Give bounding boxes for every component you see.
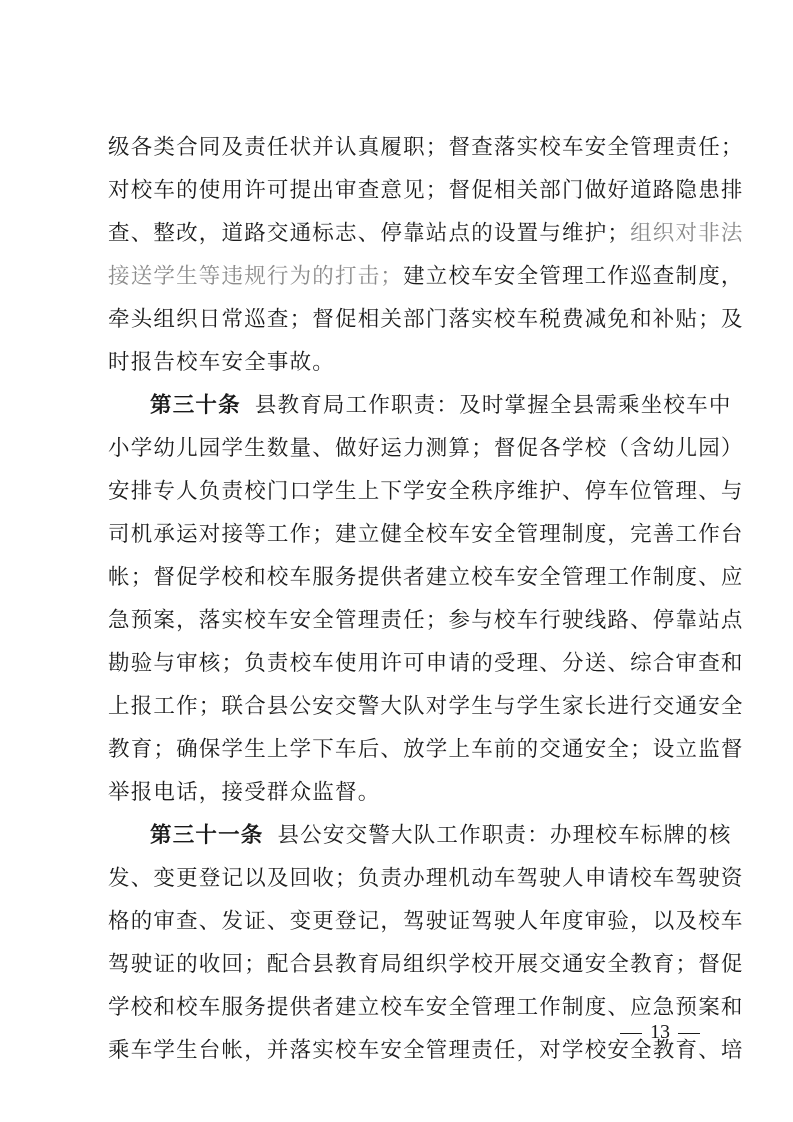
text-line: 小学幼儿园学生数量、做好运力测算；督促各学校（含幼儿园） (108, 436, 744, 461)
text-line: 教育；确保学生上学下车后、放学上车前的交通安全；设立监督 (108, 737, 744, 762)
text-line: 举报电话，接受群众监督。 (108, 780, 381, 805)
article-heading-line (150, 392, 732, 420)
text-line: 驾驶证的收回；配合县教育局组织学校开展交通安全教育；督促 (108, 952, 744, 977)
text-line: 上报工作；联合县公安交警大队对学生与学生家长进行交通安全 (108, 694, 744, 719)
article-heading-line (150, 822, 732, 850)
text-line: 发、变更登记以及回收；负责办理机动车驾驶人申请校车驾驶资 (108, 866, 744, 891)
article-heading: 第三十一条 (150, 823, 264, 848)
text-segment: 查、整改，道路交通标志、停靠站点的设置与维护； (108, 221, 631, 246)
text-line: 急预案，落实校车安全管理责任；参与校车行驶线路、停靠站点 (108, 608, 744, 633)
text-line (108, 220, 744, 248)
page-number-footer (580, 1018, 740, 1046)
text-segment-faded: 接送学生等违规行为的打击； (108, 264, 404, 289)
text-line (108, 263, 744, 291)
page-number: 13 (650, 1021, 670, 1043)
text-line: 格的审查、发证、变更登记，驾驶证驾驶人年度审验，以及校车 (108, 909, 744, 934)
text-line: 级各类合同及责任状并认真履职；督查落实校车安全管理责任； (108, 135, 744, 160)
text-line: 对校车的使用许可提出审查意见；督促相关部门做好道路隐患排 (108, 178, 744, 203)
text-segment: 县公安交警大队工作职责：办理校车标牌的核 (277, 823, 732, 848)
text-line: 学校和校车服务提供者建立校车安全管理工作制度、应急预案和 (108, 995, 744, 1020)
text-line: 勘验与审核；负责校车使用许可申请的受理、分送、综合审查和 (108, 651, 744, 676)
text-line: 时报告校车安全事故。 (108, 350, 336, 375)
text-line: 司机承运对接等工作；建立健全校车安全管理制度，完善工作台 (108, 522, 744, 547)
dash-left (620, 1033, 642, 1034)
text-line: 牵头组织日常巡查；督促相关部门落实校车税费减免和补贴；及 (108, 307, 744, 332)
article-heading: 第三十条 (150, 393, 241, 418)
text-segment: 县教育局工作职责：及时掌握全县需乘坐校车中 (254, 393, 732, 418)
text-line: 安排专人负责校门口学生上下学安全秩序维护、停车位管理、与 (108, 479, 744, 504)
dash-right (678, 1033, 700, 1034)
text-segment: 建立校车安全管理工作巡查制度， (403, 264, 744, 289)
text-line: 帐；督促学校和校车服务提供者建立校车安全管理工作制度、应 (108, 565, 744, 590)
text-line: 乘车学生台帐，并落实校车安全管理责任，对学校安全教育、培 (108, 1038, 744, 1063)
text-segment-faded: 组织对非法 (630, 221, 744, 246)
